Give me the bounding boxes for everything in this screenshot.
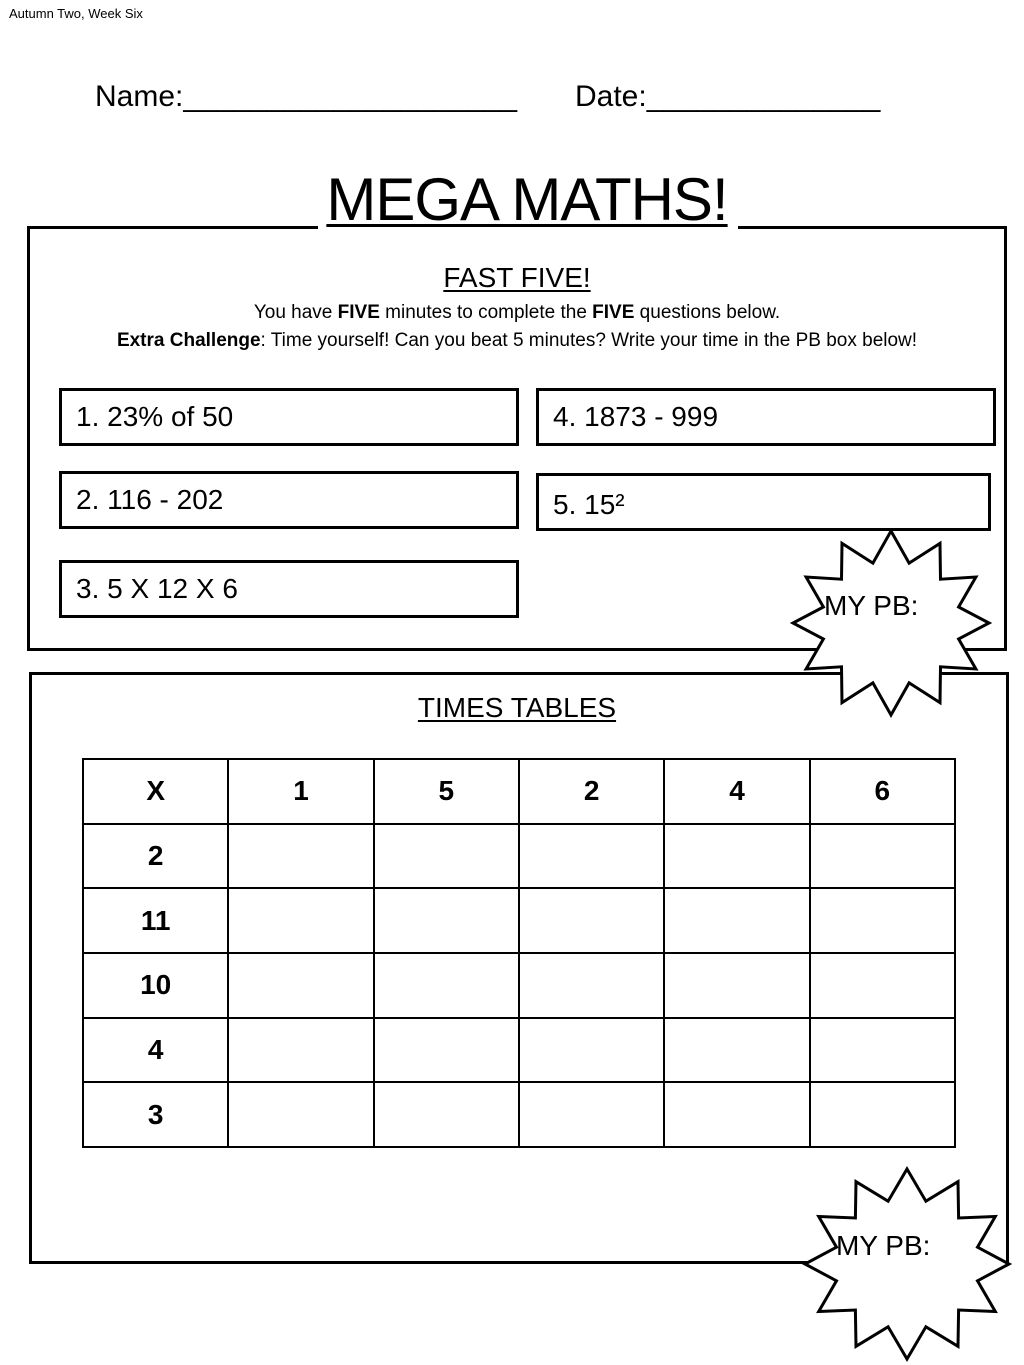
answer-cell[interactable] <box>374 953 519 1018</box>
pb-starburst-icon <box>802 1166 1012 1362</box>
extra-challenge-text <box>0 330 1024 352</box>
extra-challenge-label: Extra Challenge <box>116 330 261 351</box>
answer-cell[interactable] <box>228 888 373 953</box>
answer-cell[interactable] <box>519 1018 664 1083</box>
column-header: 4 <box>664 759 809 824</box>
column-header: 2 <box>519 759 664 824</box>
fast-five-heading: FAST FIVE! <box>443 262 591 293</box>
table-row <box>83 953 955 1018</box>
answer-cell[interactable] <box>228 1082 373 1147</box>
question-box-2[interactable]: 2. 116 - 202 <box>59 471 519 529</box>
table-row <box>83 1018 955 1083</box>
answer-cell[interactable] <box>810 1082 955 1147</box>
instruction-part: You have <box>253 302 338 323</box>
pb-starburst-icon <box>790 528 992 718</box>
answer-cell[interactable] <box>810 953 955 1018</box>
row-header: 11 <box>83 888 228 953</box>
answer-cell[interactable] <box>374 1018 519 1083</box>
answer-cell[interactable] <box>374 888 519 953</box>
row-header: 4 <box>83 1018 228 1083</box>
instruction-part: minutes to complete the <box>379 302 593 323</box>
column-header: 5 <box>374 759 519 824</box>
answer-cell[interactable] <box>664 953 809 1018</box>
answer-cell[interactable] <box>374 1082 519 1147</box>
fast-five-instruction <box>0 302 1024 324</box>
instruction-emphasis: FIVE <box>337 302 380 323</box>
column-header: 1 <box>228 759 373 824</box>
answer-cell[interactable] <box>374 824 519 889</box>
question-box-1[interactable]: 1. 23% of 50 <box>59 388 519 446</box>
answer-cell[interactable] <box>228 824 373 889</box>
table-header-row <box>83 759 955 824</box>
fast-five-pb-label[interactable]: MY PB: <box>824 590 919 621</box>
question-box-4[interactable]: 4. 1873 - 999 <box>536 388 996 446</box>
instruction-part: questions below. <box>634 302 781 323</box>
question-box-5[interactable]: 5. 15² <box>536 473 991 531</box>
row-header: 3 <box>83 1082 228 1147</box>
answer-cell[interactable] <box>810 824 955 889</box>
extra-challenge-body: : Time yourself! Can you beat 5 minutes? Write your time in the PB box below! <box>260 330 918 351</box>
page-title: MEGA MATHS! <box>326 166 728 233</box>
answer-cell[interactable] <box>664 1082 809 1147</box>
instruction-emphasis: FIVE <box>592 302 635 323</box>
question-box-3[interactable]: 3. 5 X 12 X 6 <box>59 560 519 618</box>
answer-cell[interactable] <box>519 1082 664 1147</box>
corner-cell: X <box>83 759 228 824</box>
times-tables-heading: TIMES TABLES <box>417 692 617 723</box>
answer-cell[interactable] <box>664 824 809 889</box>
row-header: 10 <box>83 953 228 1018</box>
answer-cell[interactable] <box>664 1018 809 1083</box>
week-label: Autumn Two, Week Six <box>9 6 143 21</box>
column-header: 6 <box>810 759 955 824</box>
table-row <box>83 888 955 953</box>
answer-cell[interactable] <box>519 953 664 1018</box>
answer-cell[interactable] <box>228 953 373 1018</box>
date-field[interactable]: Date:______________ <box>575 80 881 113</box>
row-header: 2 <box>83 824 228 889</box>
answer-cell[interactable] <box>519 888 664 953</box>
answer-cell[interactable] <box>228 1018 373 1083</box>
answer-cell[interactable] <box>664 888 809 953</box>
times-table-grid <box>82 758 956 1148</box>
name-field[interactable]: Name:____________________ <box>95 80 518 113</box>
answer-cell[interactable] <box>810 888 955 953</box>
times-tables-pb-label[interactable]: MY PB: <box>836 1230 931 1261</box>
answer-cell[interactable] <box>519 824 664 889</box>
table-row <box>83 1082 955 1147</box>
table-row <box>83 824 955 889</box>
answer-cell[interactable] <box>810 1018 955 1083</box>
